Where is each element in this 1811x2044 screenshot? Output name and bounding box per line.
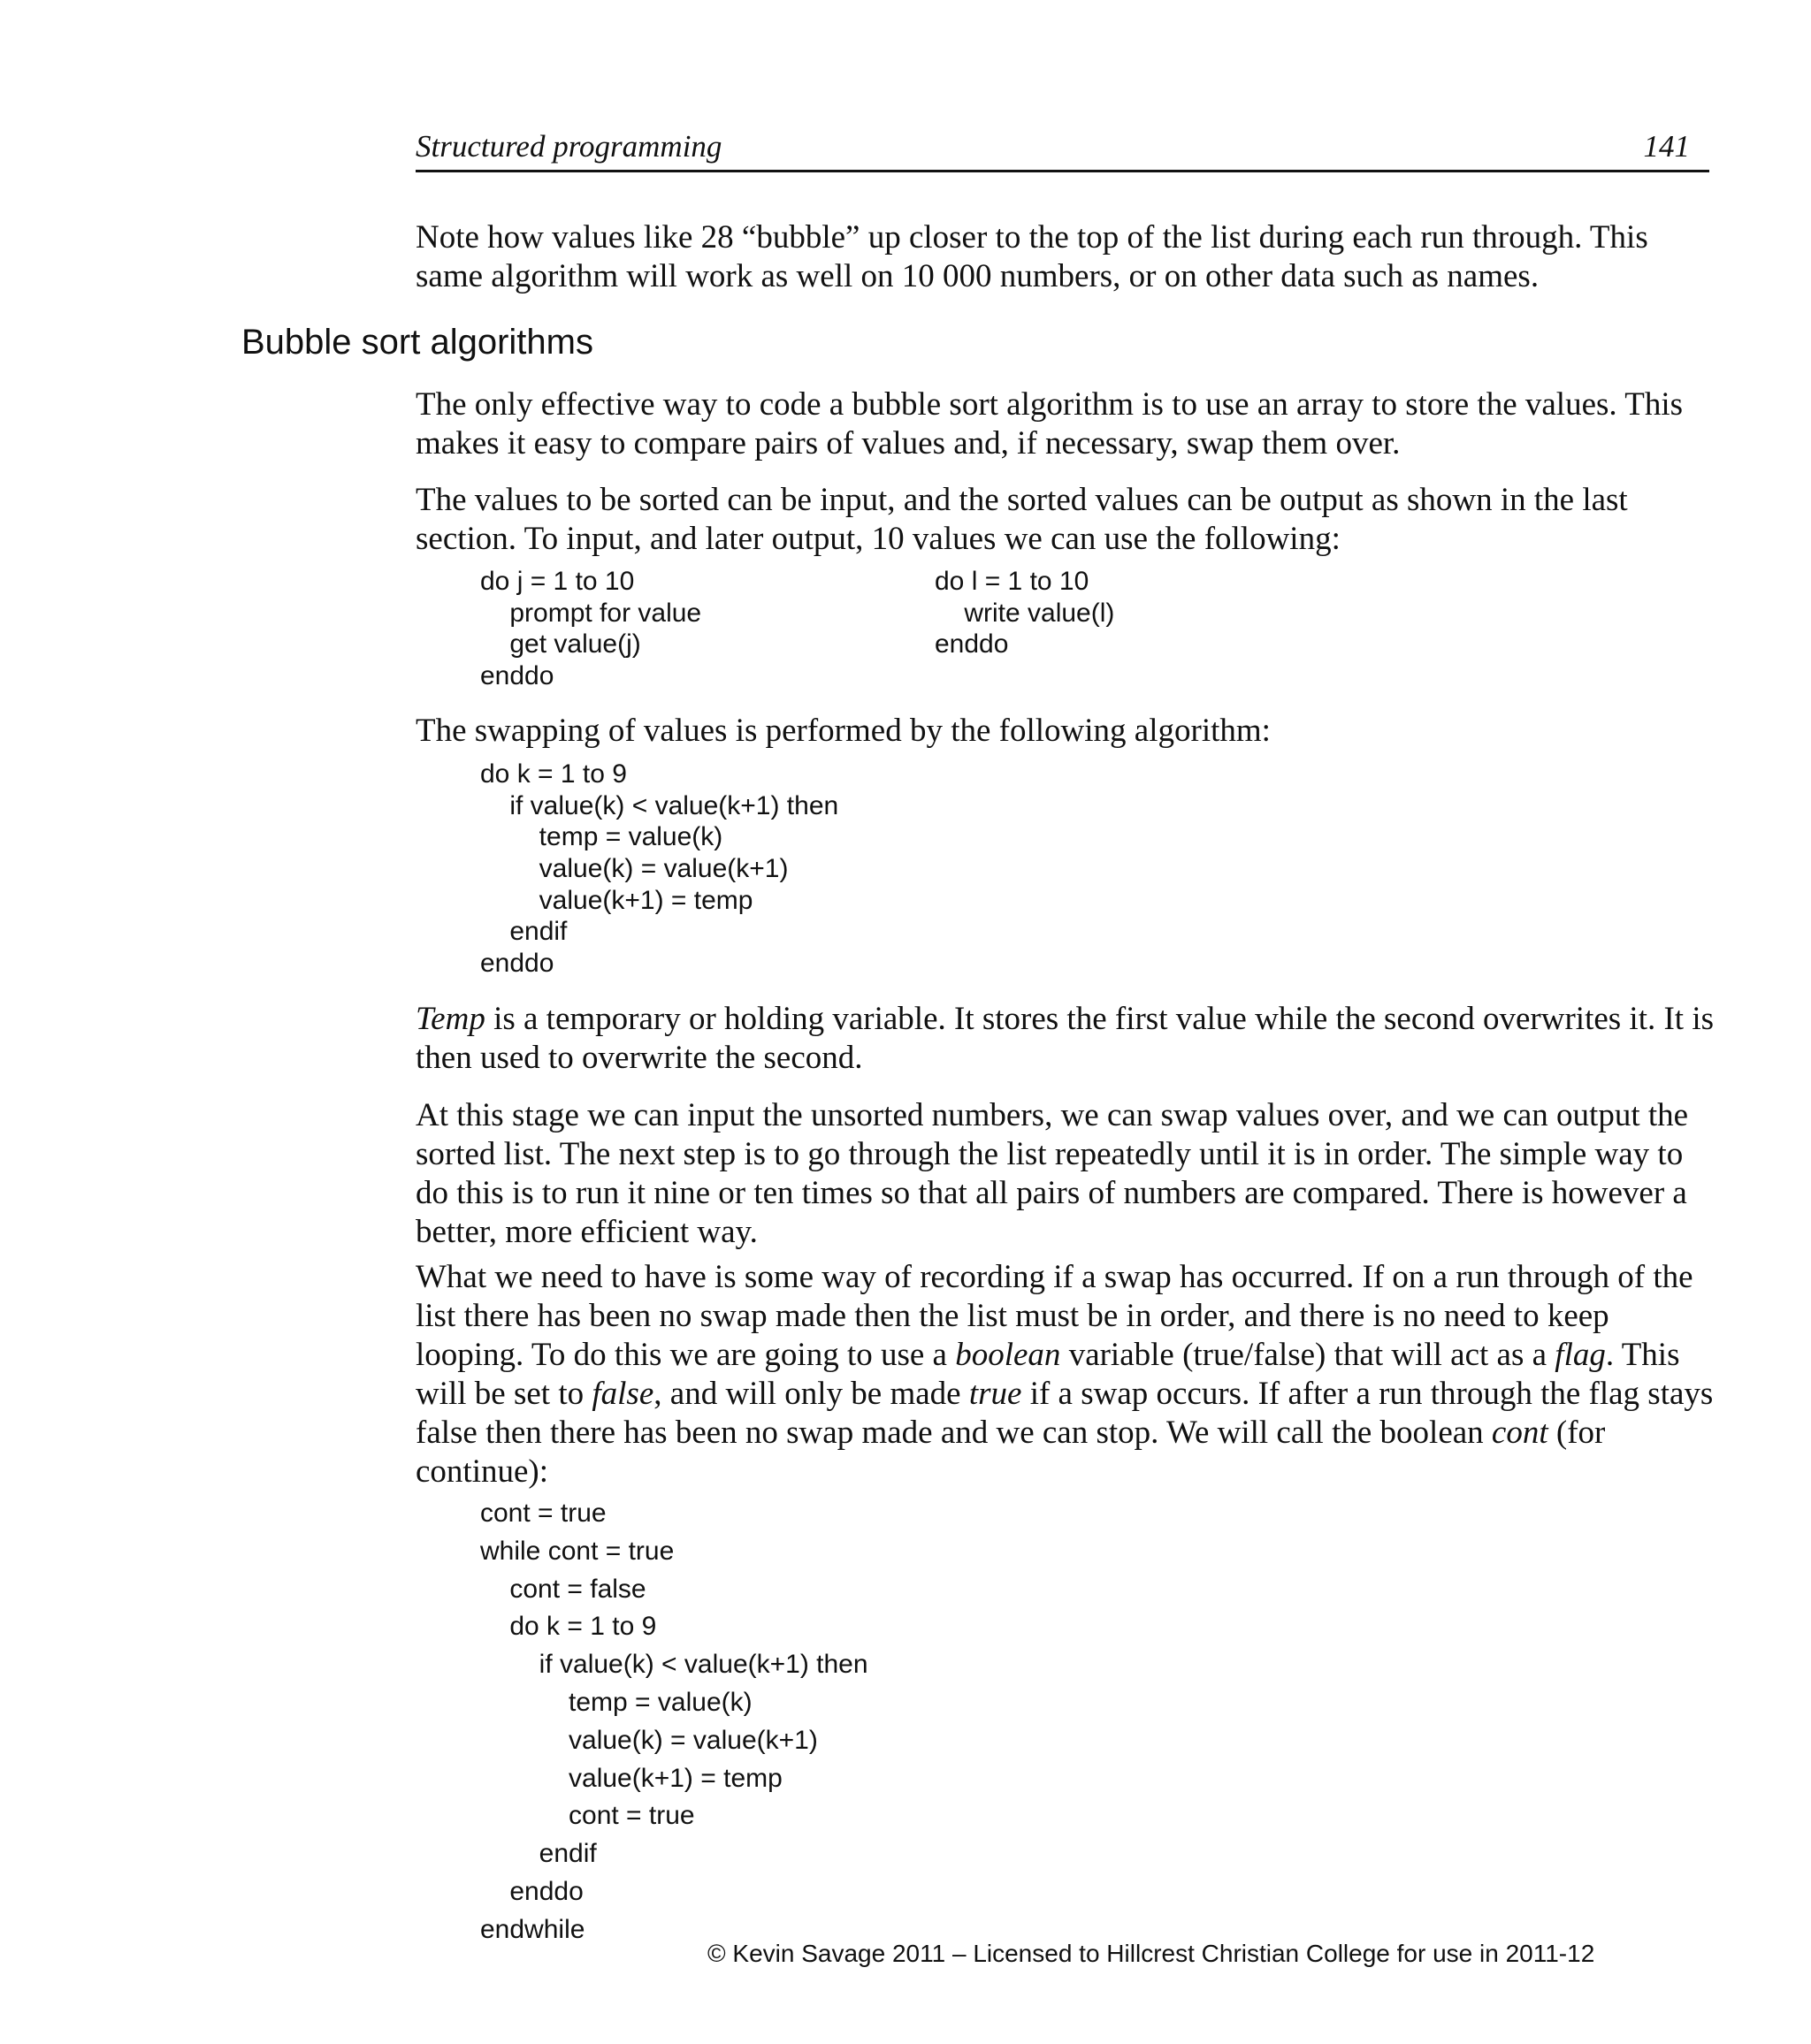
code-block-full-sort [480,1495,868,1949]
code-line: value(k) = value(k+1) [480,1725,818,1755]
paragraph-swapping: The swapping of values is performed by the following algorithm: [416,713,1271,749]
code-line: do k = 1 to 9 [480,1612,657,1642]
code-line: endwhile [480,1914,585,1944]
code-line: enddo [480,949,554,979]
code-line: do k = 1 to 9 [480,759,627,789]
paragraph-temp: Temp is a temporary or holding variable. It stores the first value while the second overwrites it. It is then used to overwrite the second. [416,1001,1715,1076]
intro-paragraph: Note how values like 28 “bubble” up closer to the top of the list during each run through. This same algorithm will work as well on 10 000 numbers, or on other data such as names. [416,219,1648,294]
term-true: true [968,1376,1022,1412]
code-line: while cont = true [480,1536,675,1566]
paragraph-flag: What we need to have is some way of recording if a swap has occurred. If on a run through of the list there has been no swap made then the list must be in order, and there is no need to keep looping. To do this we are going to use a boolean variable (true/false) that will act as a flag. This will be set to false, and will only be made true if a swap occurs. If after a run through the flag stays false then there has been no swap made and we can stop. We will call the boolean cont (for continue): [416,1259,1714,1490]
code-line: temp = value(k) [480,1687,753,1717]
code-line: endif [480,917,568,947]
code-line: write value(l) [935,598,1115,628]
code-line: prompt for value [480,598,702,628]
code-line: value(k) = value(k+1) [480,854,789,884]
code-line: temp = value(k) [480,822,723,852]
term-temp: Temp [416,1001,485,1037]
code-block-swap [480,759,838,980]
code-line: enddo [480,661,554,691]
paragraph-input-output: The values to be sorted can be input, and the sorted values can be output as shown in the last section. To input, and later output, 10 values we can use the following: [416,482,1628,557]
code-line: if value(k) < value(k+1) then [480,1650,868,1680]
term-flag: flag [1555,1337,1606,1373]
paragraph-next-step: At this stage we can input the unsorted numbers, we can swap values over, and we can output the sorted list. The next step is to go through the list repeatedly until it is in order. The simple way to do this is to run it nine or ten times so that all pairs of numbers are compared. There is however a better, more efficient way. [416,1097,1689,1250]
term-false: false [592,1376,654,1412]
code-line: value(k+1) = temp [480,1763,783,1793]
section-title: Structured programming [416,129,722,164]
paragraph-array-intro: The only effective way to code a bubble sort algorithm is to use an array to store the values. This makes it easy to compare pairs of values and, if necessary, swap them over. [416,386,1684,461]
running-header [416,126,1709,172]
code-line: get value(j) [480,629,641,660]
section-heading: Bubble sort algorithms [241,323,593,362]
term-boolean: boolean [955,1337,1061,1373]
code-line: do j = 1 to 10 [480,567,635,596]
code-line: enddo [935,629,1009,660]
term-cont: cont [1491,1415,1548,1451]
code-line: value(k+1) = temp [480,885,753,915]
code-line: do l = 1 to 10 [935,567,1089,596]
code-line: cont = false [480,1574,646,1604]
code-line: endif [480,1839,597,1869]
code-block-input [480,566,701,692]
code-line: cont = true [480,1499,607,1528]
code-line: cont = true [480,1801,695,1831]
page-number: 141 [1643,129,1690,164]
code-block-output [935,566,1114,660]
copyright-footer: © Kevin Savage 2011 – Licensed to Hillcrest Christian College for use in 2011-12 [707,1940,1595,1967]
code-line: enddo [480,1876,584,1906]
code-line: if value(k) < value(k+1) then [480,790,839,820]
